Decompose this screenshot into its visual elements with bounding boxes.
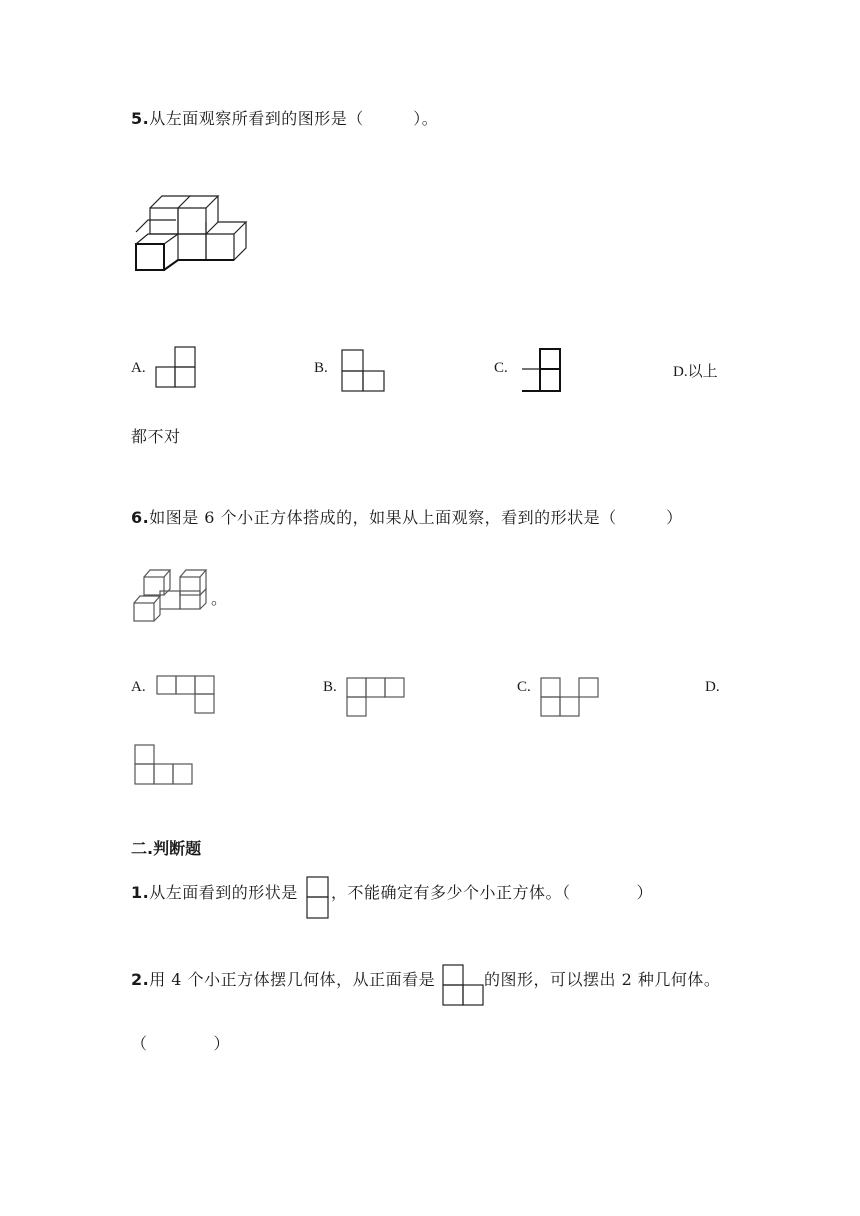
q5-cube-figure (132, 192, 257, 272)
q5-number: 5. (131, 109, 150, 128)
q6-option-a-label[interactable]: A. (131, 679, 146, 695)
q6-stem (131, 505, 683, 528)
q5-option-a-label[interactable]: A. (131, 360, 146, 376)
q5-option-d-continued: 都不对 (131, 427, 181, 446)
q6-number: 6. (131, 508, 150, 527)
q6-option-a-figure[interactable] (155, 674, 217, 716)
q5-option-a-figure[interactable] (155, 345, 200, 390)
q6-option-d-figure[interactable] (133, 743, 195, 787)
judge-2-number: 2. (131, 970, 150, 989)
q5-text: 从左面观察所看到的图形是（ ）。 (149, 109, 439, 128)
q6-cube-figure (132, 567, 212, 623)
judge-2-answer-blank[interactable]: （ ） (131, 1034, 231, 1053)
judge-2-text-before: 用 4 个小正方体摆几何体，从正面看是 (149, 970, 436, 989)
q5-option-b-label[interactable]: B. (314, 360, 328, 376)
q6-option-d-label[interactable]: D. (705, 679, 720, 695)
q5-option-c-figure[interactable] (520, 347, 565, 395)
judge-2-stem-before (131, 967, 435, 990)
q6-option-c-figure[interactable] (539, 676, 601, 718)
judge-1-text-before: 从左面看到的形状是 (149, 883, 298, 902)
judge-1-inline-figure (306, 876, 330, 920)
q5-option-d-label: D. (673, 364, 688, 380)
q5-option-d[interactable] (673, 360, 718, 381)
q5-stem (131, 106, 438, 129)
q5-option-c-label[interactable]: C. (494, 360, 508, 376)
judge-1-stem-before (131, 880, 298, 903)
judge-1-number: 1. (131, 883, 150, 902)
judge-2-inline-figure (442, 964, 486, 1008)
q6-option-c-label[interactable]: C. (517, 679, 531, 695)
judge-1-text-after: ，不能确定有多少个小正方体。（ ） (331, 883, 654, 902)
judge-2-text-after: 的图形，可以摆出 2 种几何体。 (484, 970, 721, 989)
q6-option-b-label[interactable]: B. (323, 679, 337, 695)
q5-option-d-text: 以上 (687, 364, 718, 380)
q6-text: 如图是 6 个小正方体搭成的，如果从上面观察，看到的形状是（ ） (149, 508, 683, 527)
section-title: 二.判断题 (131, 839, 202, 858)
q5-option-b-figure[interactable] (340, 348, 386, 394)
q6-option-b-figure[interactable] (345, 676, 407, 718)
q6-figure-suffix: 。 (211, 589, 228, 608)
